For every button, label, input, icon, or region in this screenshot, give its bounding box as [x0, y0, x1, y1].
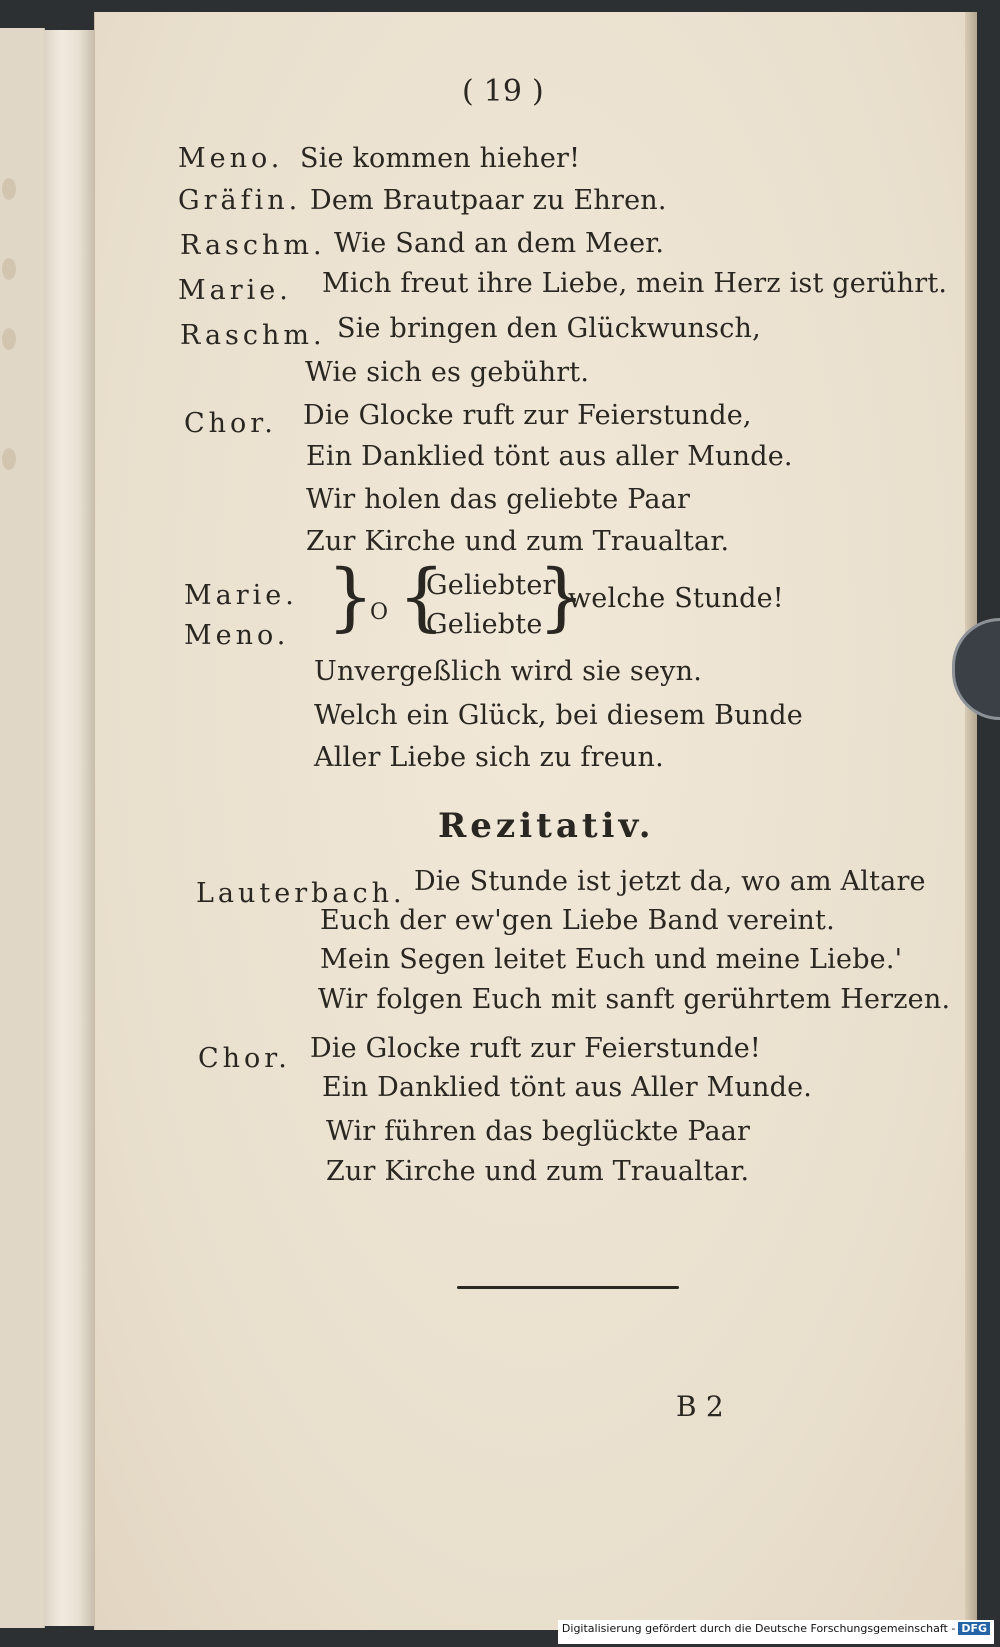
verse-line: Sie bringen den Glückwunsch,	[337, 313, 761, 344]
verse-line: Wie sich es gebührt.	[305, 357, 590, 388]
verse-line: Zur Kirche und zum Traualtar.	[306, 526, 730, 557]
variant-word: Geliebte	[426, 609, 543, 640]
speaker-name: Lauterbach.	[196, 878, 406, 909]
left-brace: {	[398, 554, 446, 640]
verse-line: Die Glocke ruft zur Feierstunde,	[303, 400, 752, 431]
digitization-credit	[558, 1620, 994, 1644]
speaker-name: Raschm.	[180, 320, 326, 351]
interjection: O	[370, 600, 389, 625]
verse-line: Unvergeßlich wird sie seyn.	[314, 656, 702, 687]
verse-line: Wir führen das beglückte Paar	[326, 1116, 751, 1147]
verse-line: Mein Segen leitet Euch und meine Liebe.'	[320, 944, 903, 975]
book-gutter	[44, 30, 94, 1626]
previous-page-edge	[0, 28, 45, 1628]
speaker-name: Meno.	[178, 143, 284, 174]
credit-text: Digitalisierung gefördert durch die Deutsche Forschungsgemeinschaft -	[561, 1622, 956, 1635]
verse-line: welche Stunde!	[568, 583, 784, 614]
page-edge	[965, 12, 977, 1630]
verse-line: Ein Danklied tönt aus Aller Munde.	[322, 1072, 813, 1103]
speaker-name: Chor.	[184, 408, 277, 439]
verse-line: Wie Sand an dem Meer.	[334, 228, 665, 259]
verse-line: Mich freut ihre Liebe, mein Herz ist gerührt.	[322, 268, 948, 299]
right-brace: }	[538, 554, 586, 640]
variant-word: Geliebter	[426, 570, 556, 601]
speaker-name: Raschm.	[180, 230, 326, 261]
closing-rule	[457, 1286, 679, 1289]
speaker-name: Chor.	[198, 1043, 291, 1074]
section-heading: Rezitativ.	[438, 806, 655, 846]
verse-line: Welch ein Glück, bei diesem Bunde	[314, 700, 803, 731]
verse-line: Dem Brautpaar zu Ehren.	[310, 185, 667, 216]
right-brace: }	[327, 554, 375, 640]
verse-line: Aller Liebe sich zu freun.	[314, 742, 664, 773]
speaker-name: Meno.	[184, 620, 290, 651]
verse-line: Ein Danklied tönt aus aller Munde.	[306, 441, 793, 472]
verse-line: Die Glocke ruft zur Feierstunde!	[310, 1033, 761, 1064]
verse-line: Euch der ew'gen Liebe Band vereint.	[320, 905, 835, 936]
verse-line: Sie kommen hieher!	[300, 143, 581, 174]
verse-line: Wir folgen Euch mit sanft gerührtem Herzen.	[318, 984, 951, 1015]
dfg-logo: DFG	[958, 1622, 990, 1635]
signature-mark: B 2	[676, 1390, 724, 1423]
speaker-name: Gräfin.	[178, 185, 302, 216]
verse-line: Die Stunde ist jetzt da, wo am Altare	[414, 866, 926, 897]
speaker-name: Marie.	[184, 580, 298, 611]
speaker-name: Marie.	[178, 275, 292, 306]
verse-line: Wir holen das geliebte Paar	[306, 484, 691, 515]
page-number: ( 19 )	[462, 74, 544, 109]
verse-line: Zur Kirche und zum Traualtar.	[326, 1156, 750, 1187]
